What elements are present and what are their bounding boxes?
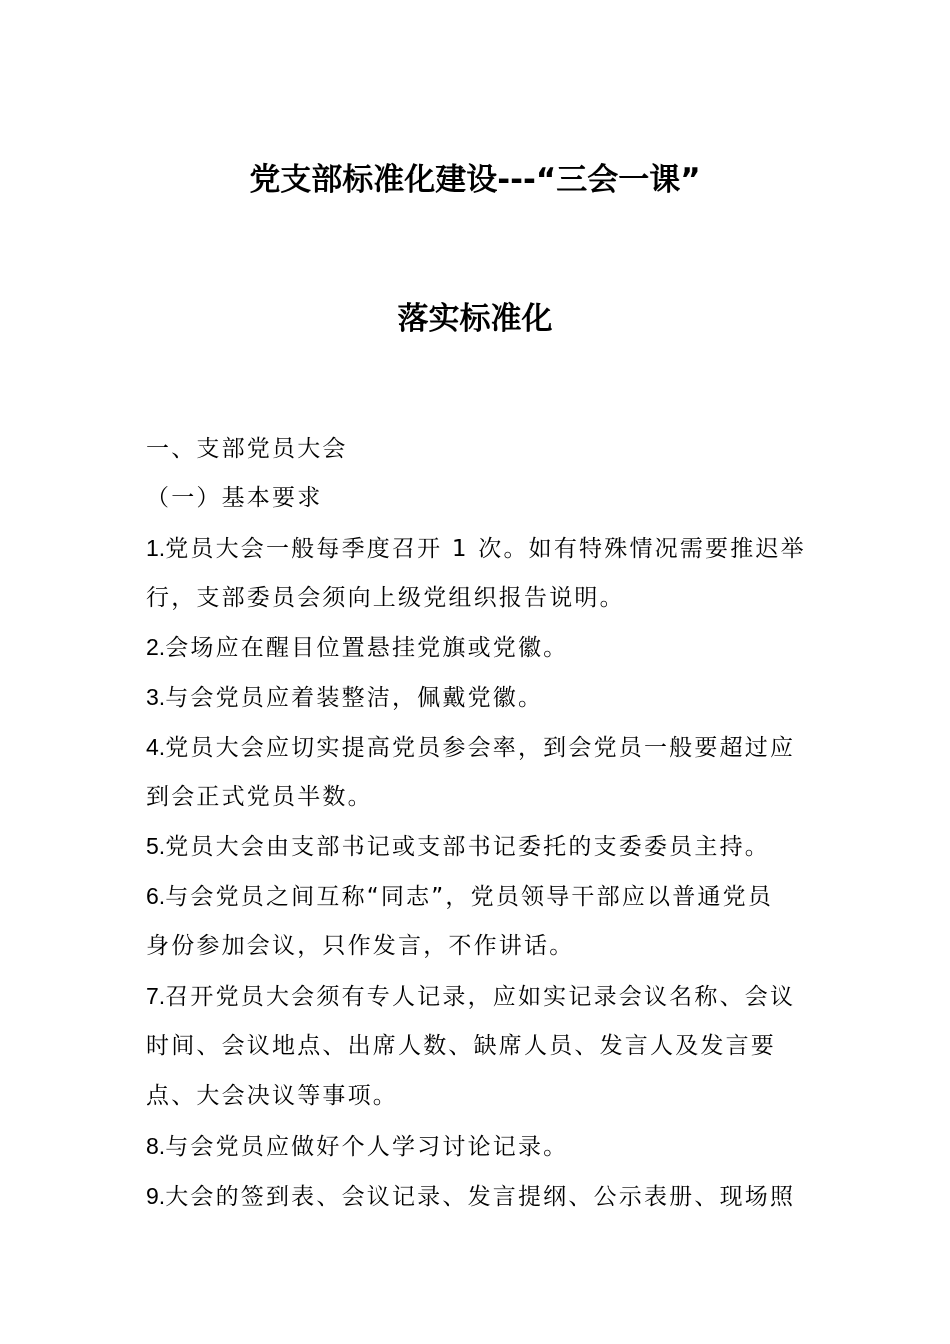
item-number: 8.	[146, 1133, 166, 1159]
item-text: 与会党员应做好个人学习讨论记录。	[165, 1134, 569, 1160]
item-text: 党员大会应切实提高党员参会率，到会党员一般要超过应	[165, 735, 796, 761]
document-title-line-1: 党支部标准化建设---“三会一课”	[249, 162, 701, 198]
list-item-2-line-1	[146, 631, 826, 664]
item-text: 与会党员之间互称“同志”，党员领导干部应以普通党员	[165, 884, 774, 910]
list-item-1-line-2: 行，支部委员会须向上级党组织报告说明。	[146, 585, 625, 611]
list-item-4-line-2: 到会正式党员半数。	[146, 784, 373, 810]
item-number: 9.	[146, 1183, 166, 1209]
item-text: 党员大会一般每季度召开 1 次。如有特殊情况需要推迟举	[165, 536, 806, 562]
item-number: 4.	[146, 734, 166, 760]
document-title-line-2: 落实标准化	[397, 301, 553, 337]
list-item-3-line-1	[146, 681, 826, 714]
subsection-heading: （一）基本要求	[146, 485, 323, 511]
item-number: 5.	[146, 833, 166, 859]
item-number: 2.	[146, 634, 166, 660]
list-item-5-line-1	[146, 830, 826, 863]
list-item-7-line-2: 时间、会议地点、出席人数、缺席人员、发言人及发言要	[146, 1033, 776, 1059]
item-text: 召开党员大会须有专人记录，应如实记录会议名称、会议	[165, 984, 796, 1010]
item-number: 1.	[146, 535, 166, 561]
list-item-7-line-1	[146, 980, 826, 1013]
list-item-7-line-3: 点、大会决议等事项。	[146, 1083, 398, 1109]
item-number: 7.	[146, 983, 166, 1009]
item-text: 党员大会由支部书记或支部书记委托的支委委员主持。	[165, 834, 770, 860]
list-item-8-line-1	[146, 1130, 826, 1163]
list-item-4-line-1	[146, 731, 826, 764]
item-text: 会场应在醒目位置悬挂党旗或党徽。	[165, 635, 569, 661]
item-number: 6.	[146, 883, 166, 909]
section-heading: 一、支部党员大会	[146, 436, 348, 462]
list-item-9-line-1	[146, 1180, 826, 1213]
list-item-6-line-2: 身份参加会议，只作发言，不作讲话。	[146, 933, 575, 959]
item-number: 3.	[146, 684, 166, 710]
list-item-6-line-1	[146, 880, 826, 913]
item-text: 与会党员应着装整洁，佩戴党徽。	[165, 685, 544, 711]
item-text: 大会的签到表、会议记录、发言提纲、公示表册、现场照	[165, 1184, 796, 1210]
list-item-1-line-1	[146, 532, 826, 565]
